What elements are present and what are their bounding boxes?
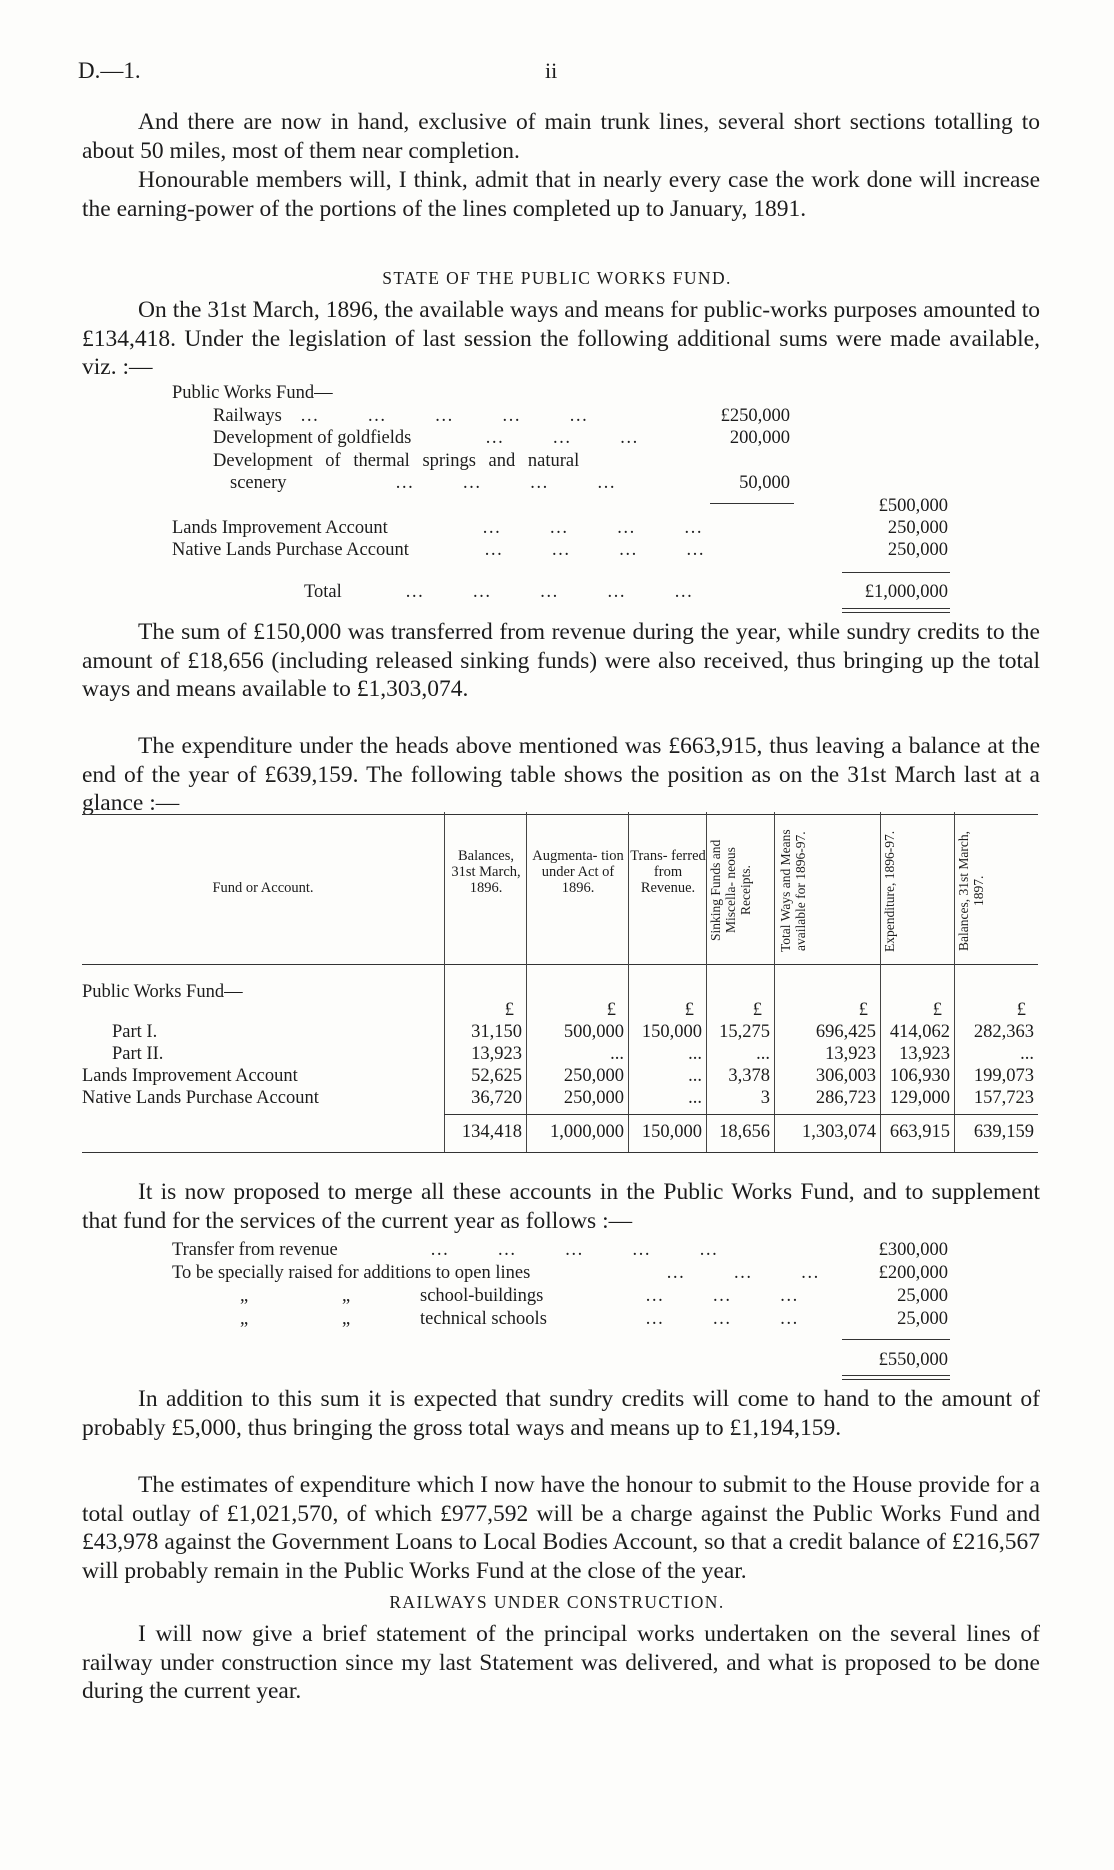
table-total-cell: 1,000,000 xyxy=(550,1122,624,1142)
col-expenditure-header: Expenditure, 1896-97. xyxy=(882,830,897,952)
col-fund-header: Fund or Account. xyxy=(212,880,314,896)
table-cell: 500,000 xyxy=(563,1022,624,1042)
supp-open-lines-label: To be specially raised for additions to open lines xyxy=(172,1263,531,1283)
currency-symbol: £ xyxy=(504,1000,514,1020)
supp-technical-schools-label: technical schools xyxy=(420,1309,547,1329)
supp-open-lines-amount: £200,000 xyxy=(878,1263,948,1283)
table-cell: 15,275 xyxy=(719,1022,770,1042)
table-cell: ... xyxy=(688,1066,702,1086)
page-reference: D.—1. xyxy=(78,58,141,83)
supp-ditto-mark: „ xyxy=(342,1309,351,1329)
paragraph-ways-and-means: On the 31st March, 1896, the available ways and means for public-works purposes amounted to £134,418. Under the legislation of last session the following additional sums were made available, viz. :— xyxy=(82,297,1040,380)
row-native-label: Native Lands Purchase Account xyxy=(82,1088,319,1108)
table-cell: 13,923 xyxy=(825,1044,876,1064)
supp-school-buildings-amount: 25,000 xyxy=(897,1286,948,1306)
totals-rule xyxy=(444,1114,1038,1115)
table-cell: 199,073 xyxy=(973,1066,1034,1086)
table-total-cell: 150,000 xyxy=(641,1122,702,1142)
total-rule xyxy=(842,572,950,573)
fund-position-table xyxy=(82,812,1038,1154)
table-cell: 696,425 xyxy=(815,1022,876,1042)
sums-railways-label: Railways xyxy=(213,406,282,426)
col-sinking-header: Sinking Funds and Miscella- neous Receipts. xyxy=(708,839,753,941)
table-cell: ... xyxy=(756,1044,770,1064)
col-transferred-header: Trans- ferred from Revenue. xyxy=(630,848,706,896)
paragraph-estimates: The estimates of expenditure which I now have the honour to submit to the House provide for a total outlay of £1,021,570, of which £977,592 will be a charge against the Public Works Fund and £43,978 against the Government Loans to Local Bodies Account, so that a credit balance of £216,567 will probably remain in the Public Works Fund at the close of the year. xyxy=(82,1472,1040,1584)
paragraph-sundry-credits: In addition to this sum it is expected that sundry credits will come to hand to the amount of probably £5,000, thus bringing the gross total ways and means up to £1,194,159. xyxy=(82,1386,1040,1441)
table-top-rule xyxy=(82,814,1038,815)
table-cell: ... xyxy=(688,1044,702,1064)
table-cell: 250,000 xyxy=(563,1066,624,1086)
supp-transfer-label: Transfer from revenue xyxy=(172,1240,338,1260)
supp-ditto-mark: „ xyxy=(240,1309,249,1329)
table-cell: 106,930 xyxy=(889,1066,950,1086)
currency-symbol: £ xyxy=(932,1000,942,1020)
sums-pwf-subtotal: £500,000 xyxy=(878,496,948,516)
sums-thermal-amount: 50,000 xyxy=(739,473,790,493)
paragraph-merge-accounts: It is now proposed to merge all these accounts in the Public Works Fund, and to supplement that fund for the services of the current year as follows :— xyxy=(82,1179,1040,1234)
sums-group-label: Public Works Fund— xyxy=(172,383,333,403)
table-cell: 282,363 xyxy=(973,1022,1034,1042)
sums-lands-amount: 250,000 xyxy=(887,518,948,538)
supp-ditto-mark: „ xyxy=(342,1286,351,1306)
supp-ditto-mark: „ xyxy=(240,1286,249,1306)
table-total-cell: 639,159 xyxy=(973,1122,1034,1142)
sums-native-label: Native Lands Purchase Account xyxy=(172,540,409,560)
table-total-cell: 1,303,074 xyxy=(802,1122,876,1142)
row-part-1-label: Part I. xyxy=(112,1022,158,1042)
table-total-cell: 18,656 xyxy=(719,1122,770,1142)
table-cell: 3,378 xyxy=(728,1066,770,1086)
currency-symbol: £ xyxy=(752,1000,762,1020)
table-cell: 157,723 xyxy=(973,1088,1034,1108)
table-cell: 13,923 xyxy=(899,1044,950,1064)
currency-symbol: £ xyxy=(1016,1000,1026,1020)
subtotal-rule xyxy=(710,503,794,504)
table-cell: 36,720 xyxy=(471,1088,522,1108)
heading-railways-under-construction: RAILWAYS UNDER CONSTRUCTION. xyxy=(389,1592,725,1612)
paragraph-short-sections: And there are now in hand, exclusive of main trunk lines, several short sections totalling to about 50 miles, most of them near completion. xyxy=(82,109,1040,164)
total-double-rule xyxy=(842,608,950,613)
table-total-cell: 663,915 xyxy=(889,1122,950,1142)
table-total-cell: 134,418 xyxy=(461,1122,522,1142)
currency-symbol: £ xyxy=(684,1000,694,1020)
sums-thermal-label: Development of thermal springs and natural xyxy=(213,451,580,471)
table-cell: 13,923 xyxy=(471,1044,522,1064)
paragraph-honourable-members: Honourable members will, I think, admit that in nearly every case the work done will increase the earning-power of the portions of the lines completed up to January, 1891. xyxy=(82,167,1040,222)
table-cell: 250,000 xyxy=(563,1088,624,1108)
paragraph-railways-statement: I will now give a brief statement of the principal works undertaken on the several lines of railway under construction since my last Statement was delivered, and what is proposed to be done during the current year. xyxy=(82,1621,1040,1704)
currency-symbol: £ xyxy=(606,1000,616,1020)
supp-total-double-rule xyxy=(842,1375,950,1380)
sums-thermal-label-cont: scenery xyxy=(230,473,287,493)
sums-native-amount: 250,000 xyxy=(887,540,948,560)
heading-public-works-fund: STATE OF THE PUBLIC WORKS FUND. xyxy=(382,268,732,288)
currency-symbol: £ xyxy=(858,1000,868,1020)
page-number: ii xyxy=(545,58,558,83)
table-group-label: Public Works Fund— xyxy=(82,982,243,1002)
table-cell: 286,723 xyxy=(815,1088,876,1108)
sums-railways-amount: £250,000 xyxy=(720,406,790,426)
row-part-2-label: Part II. xyxy=(112,1044,164,1064)
table-cell: 3 xyxy=(760,1088,770,1108)
table-cell: ... xyxy=(610,1044,624,1064)
table-cell: 31,150 xyxy=(471,1022,522,1042)
sums-goldfields-label: Development of goldfields xyxy=(213,428,412,448)
table-header-rule xyxy=(82,964,1038,965)
col-augmentation-header: Augmenta- tion under Act of 1896. xyxy=(532,848,624,896)
col-balances-1897-header: Balances, 31st March, 1897. xyxy=(956,831,986,951)
sums-total-amount: £1,000,000 xyxy=(864,582,948,602)
sums-lands-label: Lands Improvement Account xyxy=(172,518,388,538)
sums-total-label: Total xyxy=(304,582,342,602)
table-cell: 414,062 xyxy=(889,1022,950,1042)
table-cell: ... xyxy=(1020,1044,1034,1064)
table-bottom-rule xyxy=(82,1152,1038,1153)
col-balances-1896-header: Balances, 31st March, 1896. xyxy=(451,848,521,896)
table-cell: 150,000 xyxy=(641,1022,702,1042)
table-cell: ... xyxy=(688,1088,702,1108)
row-lands-label: Lands Improvement Account xyxy=(82,1066,298,1086)
paragraph-expenditure: The expenditure under the heads above mentioned was £663,915, thus leaving a balance at the end of the year of £639,159. The following table shows the position as on the 31st March last at a glance :— xyxy=(82,733,1040,816)
table-cell: 306,003 xyxy=(815,1066,876,1086)
table-cell: 129,000 xyxy=(889,1088,950,1108)
supp-transfer-amount: £300,000 xyxy=(878,1240,948,1260)
supp-total-rule xyxy=(842,1339,950,1340)
sums-goldfields-amount: 200,000 xyxy=(729,428,790,448)
supp-total-amount: £550,000 xyxy=(878,1350,948,1370)
col-total-ways-header: Total Ways and Means available for 1896-97. xyxy=(778,829,808,953)
paragraph-transferred-revenue: The sum of £150,000 was transferred from revenue during the year, while sundry credits to the amount of £18,656 (including released sinking funds) were also received, thus bringing up the total ways and means available to £1,303,074. xyxy=(82,619,1040,702)
supp-technical-schools-amount: 25,000 xyxy=(897,1309,948,1329)
supp-school-buildings-label: school-buildings xyxy=(420,1286,544,1306)
table-cell: 52,625 xyxy=(471,1066,522,1086)
